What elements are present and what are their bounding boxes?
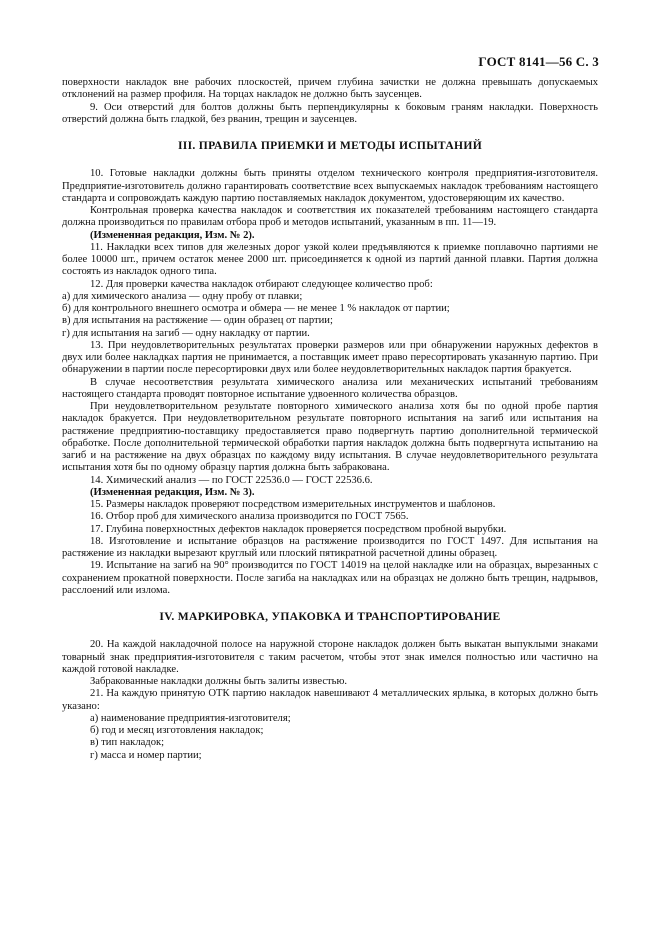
list-item: а) для химического анализа — одну пробу от плавки; [62,290,303,302]
paragraph: 14. Химический анализ — по ГОСТ 22536.0 — ГОСТ 22536.6. [90,474,373,486]
paragraph: 13. При неудовлетворительных результатах проверки размеров или при обнаружении наружных дефектов в двух или более накладках партия не принимается, а поставщик имеет право пересортировать указанную партию. При обнаружении в партии после пересортировки двух или более неудовлетворительных накладок партия бракуется. [62,339,598,376]
paragraph: При неудовлетворительном результате повторного химического анализа хотя бы по одной пробе партия накладок бракуется. При неудовлетворительном результате повторного испытания на загиб или испытания на растяжение предприятию-поставщику предоставляется право подвергнуть партию дополнительной термической обработке. После дополнительной термической обработки партия накладок должна быть подвергнута испытанию на загиб и на растяжение на двух образцах по каждому виду испытания. В случае неудовлетворительного результата испытания хотя бы по одному образцу партия должна быть забракована. [62,401,598,474]
page-header: ГОСТ 8141—56 С. 3 [478,54,599,69]
paragraph: 16. Отбор проб для химического анализа производится по ГОСТ 7565. [90,511,409,523]
list-item: б) для контрольного внешнего осмотра и обмера — не менее 1 % накладок от партии; [62,303,450,314]
list-item: а) наименование предприятия-изготовителя; [90,712,291,724]
section-heading: IV. МАРКИРОВКА, УПАКОВКА И ТРАНСПОРТИРОВАНИЕ [159,610,501,623]
paragraph: 17. Глубина поверхностных дефектов накладок проверяется посредством пробной вырубки. [90,523,507,535]
list-item: г) масса и номер партии; [90,749,202,761]
paragraph: 10. Готовые накладки должны быть приняты отделом технического контроля предприятия-изготовителя. Предприятие-изготовитель должно гарантировать соответствие всех выпускаемых накладок требованиям настоящего стандарта и сопровождать каждую партию поставляемых накладок документом, удостоверяющим их качество. [62,168,598,204]
paragraph: Контрольная проверка качества накладок и соответствия их показателей требованиям настоящего стандарта должна производиться по правилам отбора проб и методов испытаний, указанным в пп. 11—19. [62,205,598,229]
paragraph: 12. Для проверки качества накладок отбирают следующее количество проб: [90,278,433,290]
paragraph: 15. Размеры накладок проверяют посредством измерительных инструментов и шаблонов. [90,499,496,510]
document-body [62,77,598,762]
revision-note: (Измененная редакция, Изм. № 2). [90,229,255,241]
paragraph: 20. На каждой накладочной полосе на наружной стороне накладок должен быть выкатан выпуклыми знаками товарный знак предприятия-изготовителя с таким расчетом, чтобы этот знак имелся полностью или частично на каждой готовой накладке. [62,639,598,675]
paragraph: 9. Оси отверстий для болтов должны быть перпендикулярны к боковым граням накладки. Поверхность отверстий должна быть гладкой, без рванин, трещин и заусенцев. [62,101,598,125]
revision-note: (Измененная редакция, Изм. № 3). [90,486,255,498]
paragraph: 18. Изготовление и испытание образцов на растяжение производится по ГОСТ 1497. Для испытания на растяжение из накладки вырезают круглый или плоский пятикратной расчетной длины образец. [62,535,598,559]
section-heading: III. ПРАВИЛА ПРИЕМКИ И МЕТОДЫ ИСПЫТАНИЙ [177,139,483,152]
list-item: в) тип накладок; [90,737,165,749]
paragraph: 11. Накладки всех типов для железных дорог узкой колеи предъявляются к приемке поплавочно партиями не более 10000 шт., причем остаток менее 2000 шт. присоединяется к одной из партий данной плавки. Партия должна состоять из накладок одного типа. [62,241,598,278]
paragraph: 21. На каждую принятую ОТК партию накладок навешивают 4 металлических ярлыка, в которых должно быть указано: [62,688,598,712]
paragraph: В случае несоответствия результата химического анализа или механических испытаний требованиям настоящего стандарта проводят повторное испытание удвоенного количества образцов. [62,376,598,400]
list-item: г) для испытания на загиб — одну накладку от партии. [62,327,310,339]
paragraph: Забракованные накладки должны быть залиты известью. [90,676,348,687]
paragraph: 19. Испытание на загиб на 90° производится по ГОСТ 14019 на целой накладке или на образцах, вырезанных с сохранением прокатной поверхности. После загиба на накладках или на образцах не должно быть трещин, надрывов, расслоений или излома. [62,560,598,596]
paragraph: поверхности накладок вне рабочих плоскостей, причем глубина зачистки не должна превышать допускаемых отклонений на размер профиля. На торцах накладок не должно быть заусенцев. [62,77,598,101]
list-item: б) год и месяц изготовления накладок; [90,725,264,736]
list-item: в) для испытания на растяжение — один образец от партии; [62,315,333,327]
